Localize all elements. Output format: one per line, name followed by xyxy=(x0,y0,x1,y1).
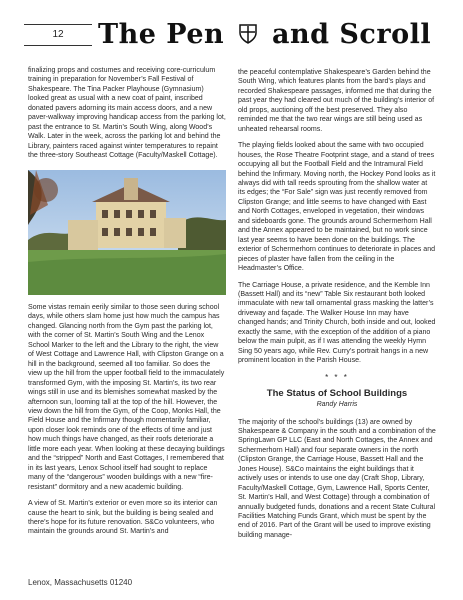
right-column xyxy=(238,68,436,547)
left-column xyxy=(28,66,226,168)
section-separator: * * * xyxy=(325,372,349,382)
left-paragraph-3: A view of St. Martin’s exterior or even more so its interior can cause the heart to sink, but the building is being sealed and there’s hope for its future renovation. S&Co volunteers, who maintain the grounds around St. Martin’s and xyxy=(28,500,218,536)
page-footer: Lenox, Massachusetts 01240 xyxy=(28,578,133,587)
page-number: 12 xyxy=(24,24,92,46)
article-byline: Randy Harris xyxy=(316,401,358,409)
crest-icon xyxy=(238,23,258,45)
right-paragraph-1: the peaceful contemplative Shakespeare’s Garden behind the South Wing, which features plants from the bard’s plays and recorded Shakespeare passages, informed me that during the past year they had cleared out much of the building’s interior of old props, auctioning off the best preserved. They also reminded me that the two rear wings are still being used as unheated rehearsal rooms. xyxy=(238,69,435,133)
campus-photo xyxy=(28,170,226,295)
right-paragraph-2: The playing fields looked about the same with two occupied houses, the Rose Theatre Footprint stage, and a stand of trees occupying all but the Football Field and the Intramural Field behind the Infirmary. Moving north, the Hockey Pond looks as it always did with tall reeds sprouting from the shallow water at its edges; the “For Sale” sign was just recently removed from Clipston Grange; and little seems to have changed with East and North Cottages, enveloped in vegetation, their windows and sideboards gone. The grounds around Schermerhorn Hall and the Annex appeared to be maintained, but no work since last year seems to have been done on the buildings. The exterior of Schermerhorn continues to deteriorate in places and pieces of plaster have fallen from the ceiling in the Headmaster’s Office. xyxy=(238,142,436,273)
newsletter-masthead xyxy=(98,18,432,52)
section-title: The Status of School Buildings xyxy=(266,388,408,400)
left-paragraph-2: Some vistas remain eerily similar to those seen during school days, while others slam home just how much the campus has changed. Glancing north from the Gym past the parking lot, with the corner of St. Martin’s South Wing and the Lenox School Marker to the left and the Library to the right, the view of West Cottage and Lawrence Hall, with Clipston Grange on a hill in the background, seemed all too familiar. So does the view up the hill from the upper football field to the immaculately transformed Gym, with the imposing St. Martin’s, its two rear wings still in use and its blemishes somewhat masked by the afternoon sun, looming tall at the top of the hill. However, the view down the hill from the Gym, of the Coop, Monks Hall, the Field House and the Infirmary though momentarily familiar, upon closer look reminds one of the effects of time and just how much things have changed, as their roofs deteriorate a little more each year. When looking at these decaying buildings and the “stripped” North and East Cottages, I remembered that in its last years, Lenox School itself had sought to replace many of the “dangerous” wooden buildings with a new “fire-resistant” dormitory and a new academic building. xyxy=(28,304,225,491)
right-paragraph-4: The majority of the school’s buildings (13) are owned by Shakespeare & Company in the south and a combination of the SpringLawn GP LLC (East and North Cottages, the Annex and Schermerhorn Hall) and four separate owners in the north (Clipston Grange, the Carriage House, Bassett Hall and the Jones House). S&Co maintains the eight buildings that it actively uses or intends to use one day (Craft Shop, Library, Faculty/Maskell Cottage, Gym, Lawrence Hall, Sports Center, St. Martin’s Hall, and West Cottage) through a combination of annually budgeted funds, donations and a recent State Cultural Facilities Matching Funds Grant, which must be spent by the end of 2016. Part of the Grant will be used to improve existing building manage- xyxy=(238,418,436,539)
left-paragraph-1: finalizing props and costumes and receiving core-curriculum training in preparation for November’s Fall Festival of Shakespeare. The Tina Packer Playhouse (Gymnasium) looked great as usual with a new coat of paint, inscribed donated pavers adorning its main access doors, and a new paver-walkway improving handicap access from the parking lot, past the entrance to St. Martin’s South Wing, along Wood’s Walk. Later in the week, across the parking lot and behind the Library, painters raced against winter temperatures to repaint the three-story Southeast Cottage (Faculty/Maskell Cottage). xyxy=(28,67,226,160)
left-column-lower xyxy=(28,303,226,544)
right-paragraph-3: The Carriage House, a private residence, and the Kemble Inn (Bassett Hall) and its “new” Table Six restaurant both looked immaculate with new tall ornamental grass masking the latter’s driveway and façade. The Walker House Inn may have changed hands; and Trinity Church, both inside and out, looked exactly the same, with the exception of the addition of a piano below the main pulpit, as if I was attending the weekly Hymn Sing 50 years ago, while Rev. Curry’s portrait hangs in a new prominent location in the Parish House. xyxy=(238,281,436,365)
masthead-title-right: and Scroll xyxy=(272,19,432,50)
masthead-title-left: The Pen xyxy=(98,19,225,50)
campus-building-illustration xyxy=(28,170,226,295)
masthead-header xyxy=(24,18,444,54)
